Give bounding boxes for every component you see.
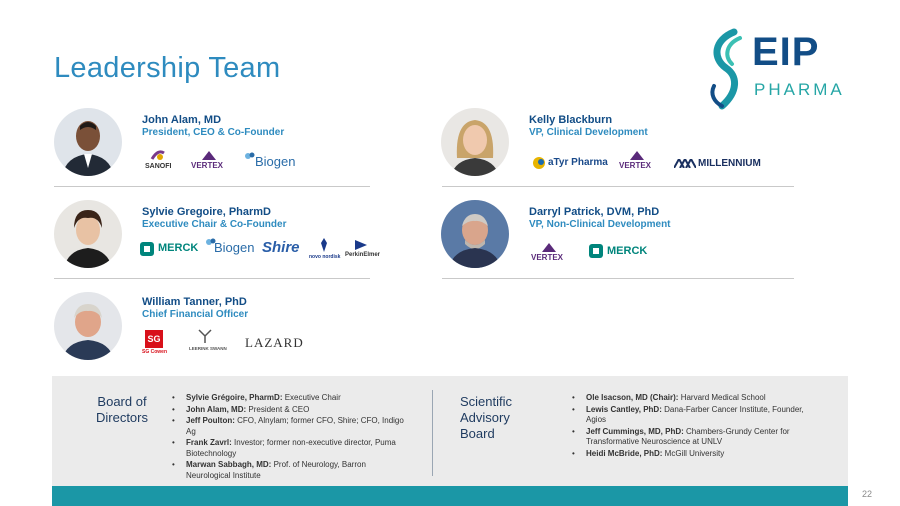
lazard-logo: LAZARD bbox=[245, 335, 304, 350]
scientific-advisory-board-list bbox=[572, 393, 812, 460]
page-number: 22 bbox=[862, 489, 873, 499]
divider bbox=[54, 278, 370, 279]
william-tanner-name: William Tanner, PhD bbox=[142, 296, 247, 308]
board-of-directors-heading: Board of Directors bbox=[95, 394, 148, 425]
shire-logo: Shire bbox=[262, 239, 300, 256]
list-item: • Lewis Cantley, PhD: Dana-Farber Cancer Institute, Founder, Agios bbox=[572, 405, 812, 426]
john-alam-photo bbox=[54, 108, 122, 176]
list-item: • Ole Isacson, MD (Chair): Harvard Medical School bbox=[572, 393, 812, 404]
sylvie-gregoire-photo bbox=[54, 200, 122, 268]
darryl-patrick-name: Darryl Patrick, DVM, PhD bbox=[529, 206, 660, 218]
kelly-blackburn-photo bbox=[441, 108, 509, 176]
footer-bar bbox=[52, 486, 848, 506]
scientific-advisory-board-heading: Scientific Advisory Board bbox=[460, 394, 513, 441]
divider bbox=[54, 186, 370, 187]
darryl-patrick-role: VP, Non-Clinical Development bbox=[529, 219, 671, 230]
list-item: • John Alam, MD: President & CEO bbox=[172, 405, 412, 416]
kelly-blackburn-name: Kelly Blackburn bbox=[529, 114, 613, 126]
logo-subtitle: PHARMA bbox=[754, 80, 845, 99]
john-alam-name: John Alam, MD bbox=[142, 114, 222, 126]
eip-swirl-icon bbox=[704, 28, 748, 112]
board-divider bbox=[432, 390, 433, 476]
board-of-directors-list bbox=[172, 393, 412, 482]
eip-pharma-logo bbox=[704, 28, 844, 112]
list-item: • Jeff Cummings, MD, PhD: Chambers-Grundy Center for Transformative Neuroscience at UNLV bbox=[572, 427, 812, 448]
list-item: • Marwan Sabbagh, MD: Prof. of Neurology, Barron Neurological Institute bbox=[172, 460, 412, 481]
darryl-patrick-photo bbox=[441, 200, 509, 268]
john-alam-role: President, CEO & Co-Founder bbox=[142, 127, 285, 138]
list-item: • Frank Zavrl: Investor; former non-executive director, Puma Biotechnology bbox=[172, 438, 412, 459]
divider bbox=[442, 278, 794, 279]
sylvie-gregoire-role: Executive Chair & Co-Founder bbox=[142, 219, 287, 230]
list-item: • Jeff Poulton: CFO, Alnylam; former CFO, Shire; CFO, Indigo Ag bbox=[172, 416, 412, 437]
william-tanner-role: Chief Financial Officer bbox=[142, 309, 249, 320]
list-item: • Sylvie Grégoire, PharmD: Executive Chair bbox=[172, 393, 412, 404]
list-item: • Heidi McBride, PhD: McGill University bbox=[572, 449, 812, 460]
page-title: Leadership Team bbox=[54, 52, 281, 84]
sylvie-gregoire-name: Sylvie Gregoire, PharmD bbox=[142, 206, 271, 218]
divider bbox=[442, 186, 794, 187]
william-tanner-photo bbox=[54, 292, 122, 360]
logo-wordmark: EIP bbox=[752, 30, 820, 74]
kelly-blackburn-role: VP, Clinical Development bbox=[529, 127, 648, 138]
